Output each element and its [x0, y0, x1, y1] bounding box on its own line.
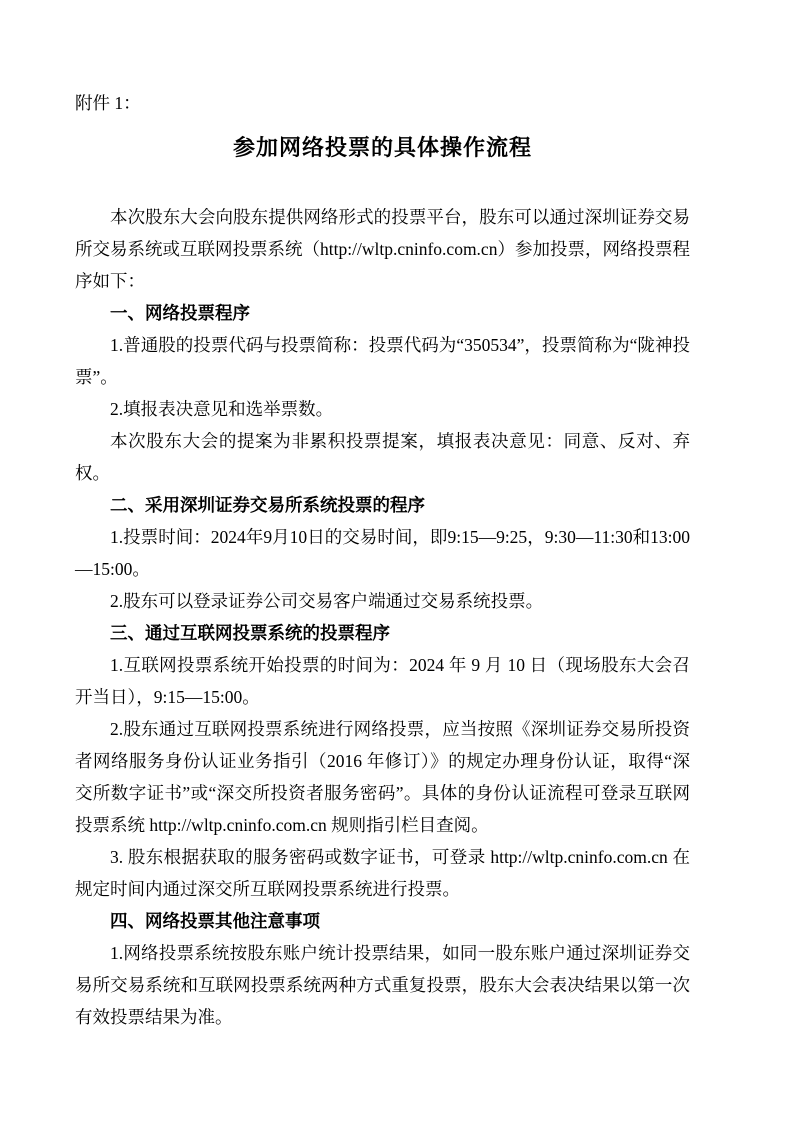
paragraph: 2.填报表决意见和选举票数。	[110, 399, 334, 419]
attachment-label: 附件 1：	[75, 93, 141, 113]
section-2-heading: 二、采用深圳证券交易所系统投票的程序	[110, 495, 425, 515]
section-4-heading: 四、网络投票其他注意事项	[110, 911, 320, 931]
paragraph: 1.投票时间：2024年9月10日的交易时间，即9:15—9:25，9:30—11:30和13:00—15:00。	[75, 527, 690, 579]
paragraph: 1.互联网投票系统开始投票的时间为：2024 年 9 月 10 日（现场股东大会召开当日），9:15—15:00。	[75, 655, 690, 707]
paragraph: 1.网络投票系统按股东账户统计投票结果，如同一股东账户通过深圳证券交易所交易系统和互联网投票系统两种方式重复投票，股东大会表决结果以第一次有效投票结果为准。	[75, 943, 690, 1027]
paragraph: 2.股东通过互联网投票系统进行网络投票，应当按照《深圳证券交易所投资者网络服务身份认证业务指引（2016 年修订）》的规定办理身份认证，取得“深交所数字证书”或“深交所投资者服务密码”。具体的身份认证流程可登录互联网投票系统 http://wltp.cninfo.com.cn 规则指引栏目查阅。	[75, 719, 690, 835]
paragraph: 1.普通股的投票代码与投票简称：投票代码为“350534”，投票简称为“陇神投票”。	[75, 335, 690, 387]
intro-paragraph: 本次股东大会向股东提供网络形式的投票平台，股东可以通过深圳证券交易所交易系统或互联网投票系统（http://wltp.cninfo.com.cn）参加投票，网络投票程序如下：	[75, 207, 690, 291]
document-title: 参加网络投票的具体操作流程	[232, 135, 532, 160]
paragraph: 本次股东大会的提案为非累积投票提案，填报表决意见：同意、反对、弃权。	[75, 431, 690, 483]
paragraph: 2.股东可以登录证券公司交易客户端通过交易系统投票。	[110, 591, 544, 611]
section-1-heading: 一、网络投票程序	[110, 303, 250, 323]
paragraph: 3. 股东根据获取的服务密码或数字证书，可登录 http://wltp.cninfo.com.cn 在规定时间内通过深交所互联网投票系统进行投票。	[75, 847, 690, 899]
section-3-heading: 三、通过互联网投票系统的投票程序	[110, 623, 390, 643]
